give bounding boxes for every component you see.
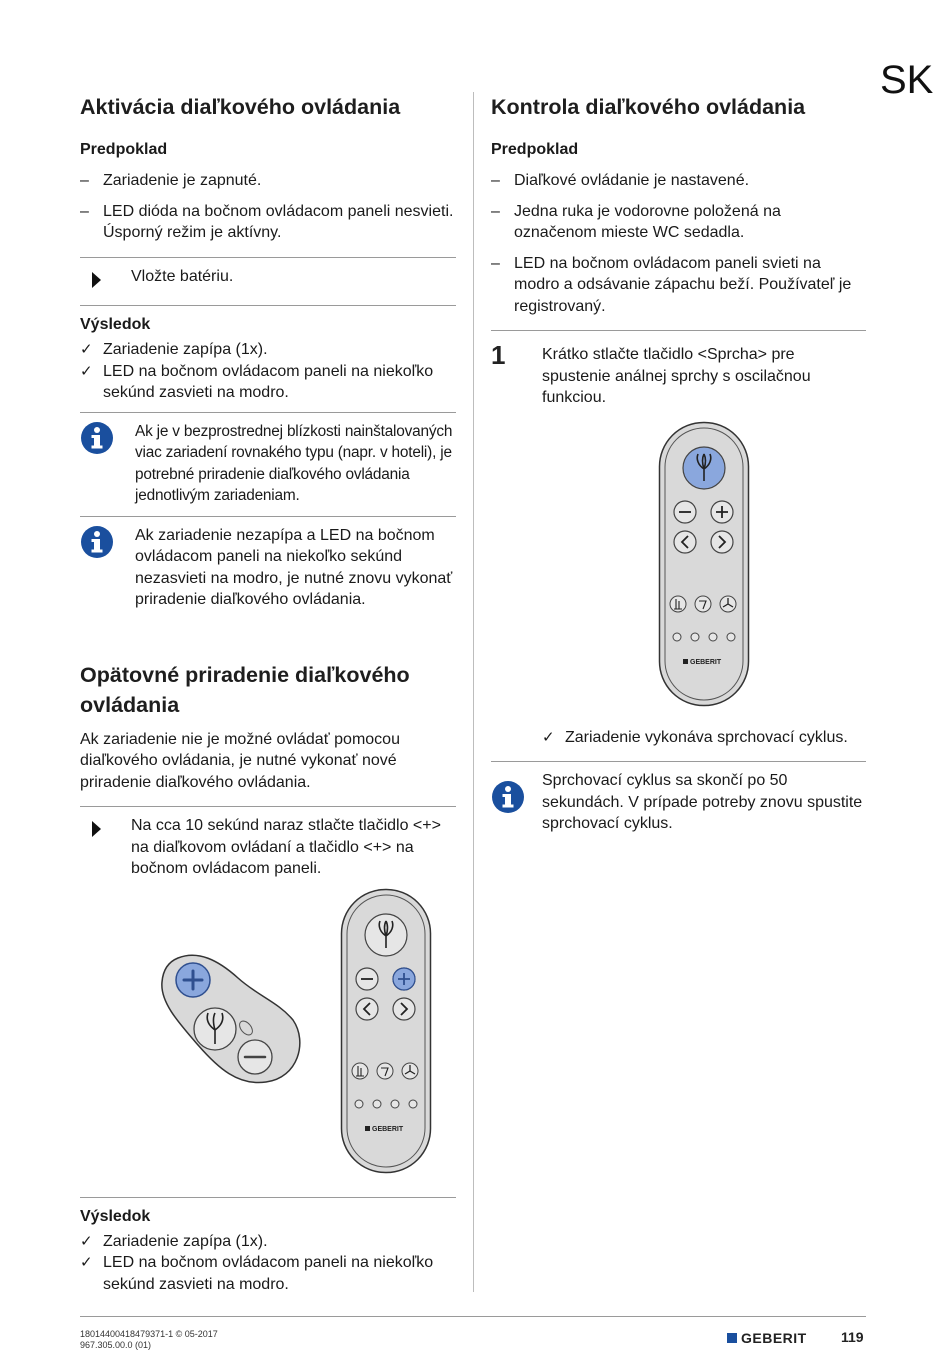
step-insert-battery	[80, 266, 456, 288]
list-item: ✓ Zariadenie zapípa (1x).	[80, 339, 456, 361]
footer-codes	[80, 1329, 218, 1351]
list-item: – Jedna ruka je vodorovne položená na označenom mieste WC sedadla.	[491, 201, 866, 244]
info-icon	[80, 421, 114, 455]
divider	[80, 806, 456, 807]
column-divider	[473, 92, 474, 1292]
list-item: – LED dióda na bočnom ovládacom paneli nesvieti. Úsporný režim je aktívny.	[80, 201, 456, 244]
prerequisite-list	[491, 170, 866, 317]
list-item: ✓ Zariadenie vykonáva sprchovací cyklus.	[542, 727, 866, 749]
step-text: Na cca 10 sekúnd naraz stlačte tlačidlo <+> na diaľkovom ovládaní a tlačidlo <+> na bočnom ovládacom paneli.	[131, 817, 441, 877]
info-text: Ak je v bezprostrednej blízkosti nainštalovaných viac zariadení rovnakého typu (napr. v hoteli), je potrebné priradenie diaľkového ovládania jednotlivým zariadeniam.	[135, 422, 453, 504]
document-number: 967.305.00.0 (01)	[80, 1340, 152, 1350]
step-press-shower	[491, 340, 866, 409]
section-title-activation: Aktivácia diaľkového ovládania	[80, 95, 401, 119]
divider	[491, 761, 866, 762]
prerequisite-list	[80, 170, 456, 244]
divider	[80, 305, 456, 306]
right-column	[491, 92, 866, 835]
info-icon	[491, 780, 525, 814]
result-list	[80, 1231, 456, 1296]
language-code: SK	[880, 58, 934, 102]
result-list	[80, 339, 456, 404]
divider	[80, 257, 456, 258]
info-icon	[80, 525, 114, 559]
info-text: Ak zariadenie nezapípa a LED na bočnom ovládacom paneli na niekoľko sekúnd nezasvieti na modro, je nutné znovu vykonať priradenie diaľkového ovládania.	[135, 526, 453, 608]
divider	[491, 330, 866, 331]
check-illustration	[491, 417, 866, 717]
divider	[80, 516, 456, 517]
left-column	[80, 92, 456, 1295]
document-code: 18014400418479371-1 © 05-2017	[80, 1329, 218, 1339]
footer-divider	[80, 1316, 866, 1317]
info-note	[80, 525, 456, 611]
logo-text: GEBERIT	[741, 1330, 807, 1346]
side-panel-illustration	[158, 950, 308, 1090]
prerequisite-heading: Predpoklad	[491, 141, 579, 158]
section-title-reassignment: Opätovné priradenie diaľkového ovládania	[80, 662, 410, 717]
divider	[80, 1197, 456, 1198]
result-heading: Výsledok	[80, 1207, 151, 1225]
intro-text: Ak zariadenie nie je možné ovládať pomocou diaľkového ovládania, je nutné vykonať nové priradenie diaľkového ovládania.	[80, 730, 400, 791]
list-item: ✓ Zariadenie zapípa (1x).	[80, 1231, 456, 1253]
section-title-check: Kontrola diaľkového ovládania	[491, 95, 806, 119]
footer-logo	[727, 1330, 807, 1346]
list-item: – Zariadenie je zapnuté.	[80, 170, 456, 192]
info-text: Sprchovací cyklus sa skončí po 50 sekundách. V prípade potreby znovu spustite sprchovací cyklus.	[542, 772, 863, 832]
reassignment-illustration	[80, 886, 456, 1186]
remote-brand-label: GEBERIT	[690, 658, 722, 666]
remote-control-illustration	[658, 421, 750, 707]
list-item: ✓ LED na bočnom ovládacom paneli na niekoľko sekúnd zasvieti na modro.	[80, 1252, 456, 1295]
info-note	[491, 770, 866, 835]
step-arrow-icon	[92, 272, 101, 288]
divider	[80, 412, 456, 413]
list-item: – Diaľkové ovládanie je nastavené.	[491, 170, 866, 192]
result-heading: Výsledok	[80, 316, 151, 333]
prerequisite-heading: Predpoklad	[80, 141, 168, 158]
step-press-plus	[80, 815, 456, 880]
step-number: 1	[491, 340, 506, 370]
list-item: – LED na bočnom ovládacom paneli svieti na modro a odsávanie zápachu beží. Používateľ je registrovaný.	[491, 253, 866, 318]
remote-control-illustration	[340, 888, 432, 1174]
step-text: Krátko stlačte tlačidlo <Sprcha> pre spustenie análnej sprchy s oscilačnou funkciou.	[542, 346, 811, 406]
list-item: ✓ LED na bočnom ovládacom paneli na niekoľko sekúnd zasvieti na modro.	[80, 361, 456, 404]
info-note	[80, 421, 456, 507]
logo-square-icon	[727, 1333, 737, 1343]
page-number: 119	[841, 1329, 864, 1345]
result-list	[542, 727, 866, 749]
step-text: Vložte batériu.	[131, 267, 234, 285]
remote-brand-label: GEBERIT	[372, 1125, 404, 1133]
step-arrow-icon	[92, 821, 101, 837]
